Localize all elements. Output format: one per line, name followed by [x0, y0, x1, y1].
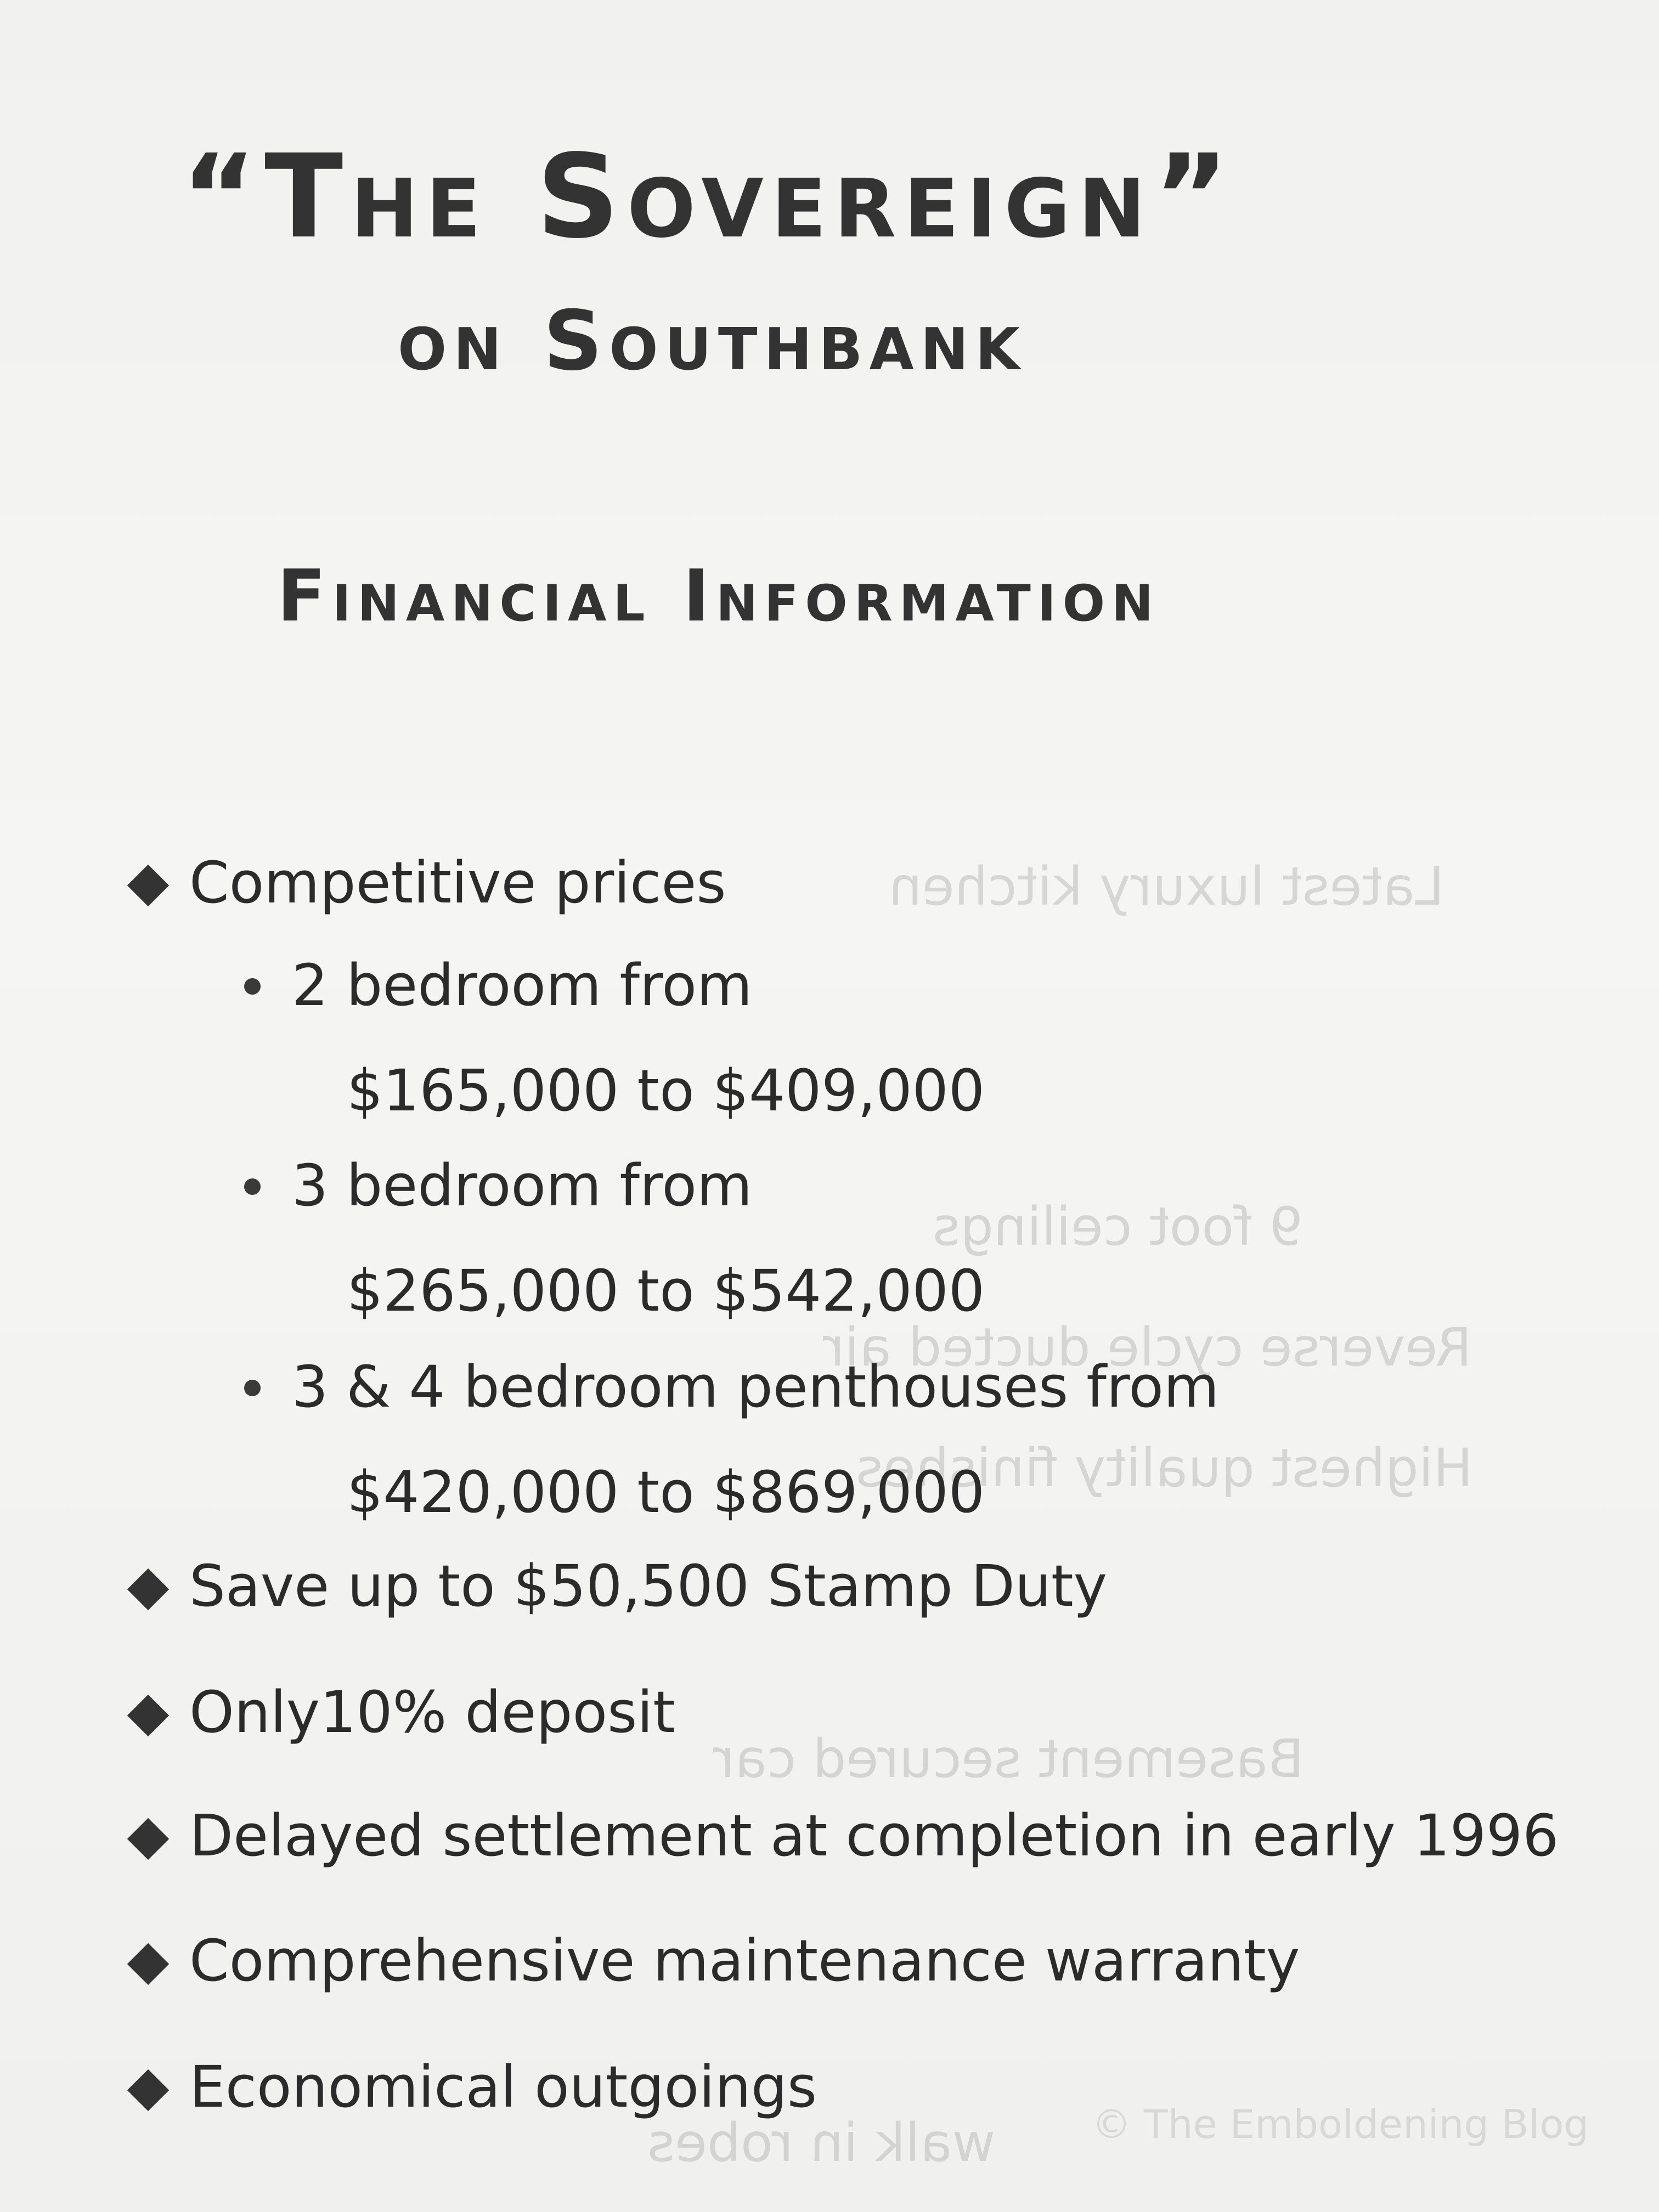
bleed-through-text: Latest luxury kitchen	[889, 856, 1444, 917]
diamond-bullet-icon	[127, 1695, 169, 1736]
document-title: “The Sovereign”	[181, 129, 1237, 264]
bleed-through-text: walk in robes	[647, 2112, 996, 2174]
bleed-through-text: 9 foot ceilings	[933, 1196, 1303, 1257]
price-sub-item-label: 3 & 4 bedroom penthouses from	[292, 1353, 1220, 1420]
dot-bullet-icon	[244, 1178, 261, 1195]
feature-text: Comprehensive maintenance warranty	[189, 1927, 1300, 1994]
bleed-through-text: Highest quality finishes	[856, 1437, 1473, 1499]
diamond-bullet-icon	[127, 1943, 169, 1985]
feature-text: Competitive prices	[189, 849, 726, 916]
document-subtitle: on Southbank	[398, 293, 1026, 389]
section-heading: Financial Information	[277, 554, 1160, 637]
dot-bullet-icon	[244, 1380, 261, 1396]
price-sub-item-label: 3 bedroom from	[292, 1152, 753, 1219]
diamond-bullet-icon	[127, 1568, 169, 1610]
price-sub-item-range: $420,000 to $869,000	[347, 1459, 985, 1526]
diamond-bullet-icon	[127, 1818, 169, 1860]
feature-text: Only10% deposit	[189, 1679, 675, 1746]
bleed-through-text: Basement secured car	[713, 1728, 1304, 1790]
price-sub-item-range: $165,000 to $409,000	[347, 1057, 985, 1124]
diamond-bullet-icon	[127, 2069, 169, 2111]
copyright-watermark: © The Emboldening Blog	[1092, 2101, 1589, 2147]
feature-text: Delayed settlement at completion in early 1996	[189, 1802, 1559, 1869]
feature-text: Save up to $50,500 Stamp Duty	[189, 1553, 1108, 1620]
feature-text: Economical outgoings	[189, 2053, 817, 2120]
price-sub-item-range: $265,000 to $542,000	[347, 1257, 985, 1324]
dot-bullet-icon	[244, 978, 261, 995]
diamond-bullet-icon	[127, 865, 169, 906]
bleed-through-text: Reverse cycle ducted air	[823, 1317, 1472, 1378]
price-sub-item-label: 2 bedroom from	[292, 952, 753, 1019]
